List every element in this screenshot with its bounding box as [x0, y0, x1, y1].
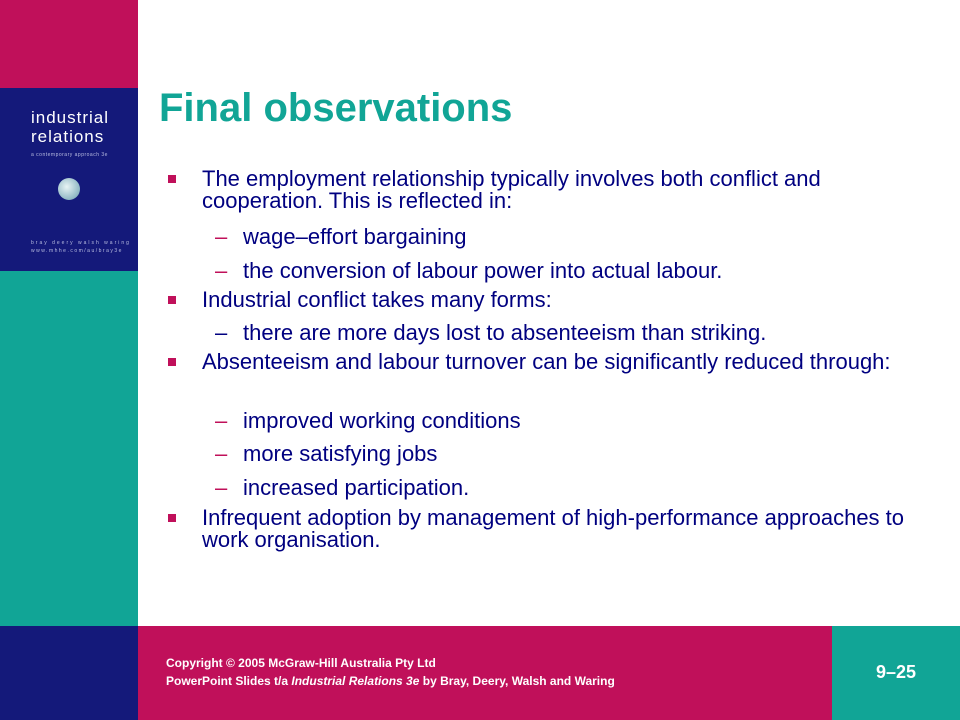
page-number-box: [832, 626, 960, 720]
bullet-1-text: The employment relationship typically involves both conflict and cooperation. This is reflected in:: [202, 166, 821, 213]
bullet-1-sub-2: the conversion of labour power into actual labour.: [243, 258, 723, 283]
book-title-line1: industrial: [31, 108, 110, 127]
footer-credits-prefix: PowerPoint Slides t/a: [166, 674, 292, 688]
book-cover-title: [31, 108, 109, 146]
dash-icon: –: [215, 258, 228, 283]
footer-credits: [166, 674, 615, 688]
dash-icon: –: [215, 408, 228, 433]
book-cover-authors: bray deery walsh waring: [31, 240, 131, 246]
bullet-3-text: Absenteeism and labour turnover can be significantly reduced through:: [202, 349, 891, 374]
bullet-square-icon: [168, 175, 176, 183]
footer-book-title: Industrial Relations 3e: [291, 674, 420, 688]
bullet-2-text: Industrial conflict takes many forms:: [202, 287, 552, 312]
book-cover-subtitle: a contemporary approach 3e: [31, 152, 108, 158]
dash-icon: –: [215, 441, 228, 466]
bullet-3-sub-1: improved working conditions: [243, 408, 521, 433]
book-cover-url: www.mhhe.com/au/bray3e: [31, 248, 123, 254]
book-title-line2: relations: [31, 127, 105, 146]
bullet-3-sub-2: more satisfying jobs: [243, 441, 438, 466]
dash-icon: –: [215, 475, 228, 500]
footer-copyright: Copyright © 2005 McGraw-Hill Australia Pty Ltd: [166, 656, 436, 670]
bullet-1-sub-1: wage–effort bargaining: [243, 224, 467, 249]
bullet-2-sub-1: there are more days lost to absenteeism than striking.: [243, 320, 767, 345]
footer-credits-suffix: by Bray, Deery, Walsh and Waring: [419, 674, 615, 688]
bullet-3-sub-3: increased participation.: [243, 475, 470, 500]
left-magenta-block: [0, 0, 138, 88]
bullet-4-text: Infrequent adoption by management of high-performance approaches to work organisation.: [202, 505, 905, 552]
bullet-square-icon: [168, 358, 176, 366]
slide-title: Final observations: [159, 86, 513, 130]
bullet-square-icon: [168, 514, 176, 522]
left-teal-block: [0, 271, 138, 626]
globe-icon: [58, 178, 80, 200]
bullet-square-icon: [168, 296, 176, 304]
book-cover-thumbnail: [0, 88, 138, 271]
footer-bar: [138, 626, 832, 720]
left-navy-block: [0, 626, 138, 720]
dash-icon: –: [215, 224, 228, 249]
page-number: 9–25: [875, 662, 917, 682]
dash-icon: –: [215, 320, 228, 345]
